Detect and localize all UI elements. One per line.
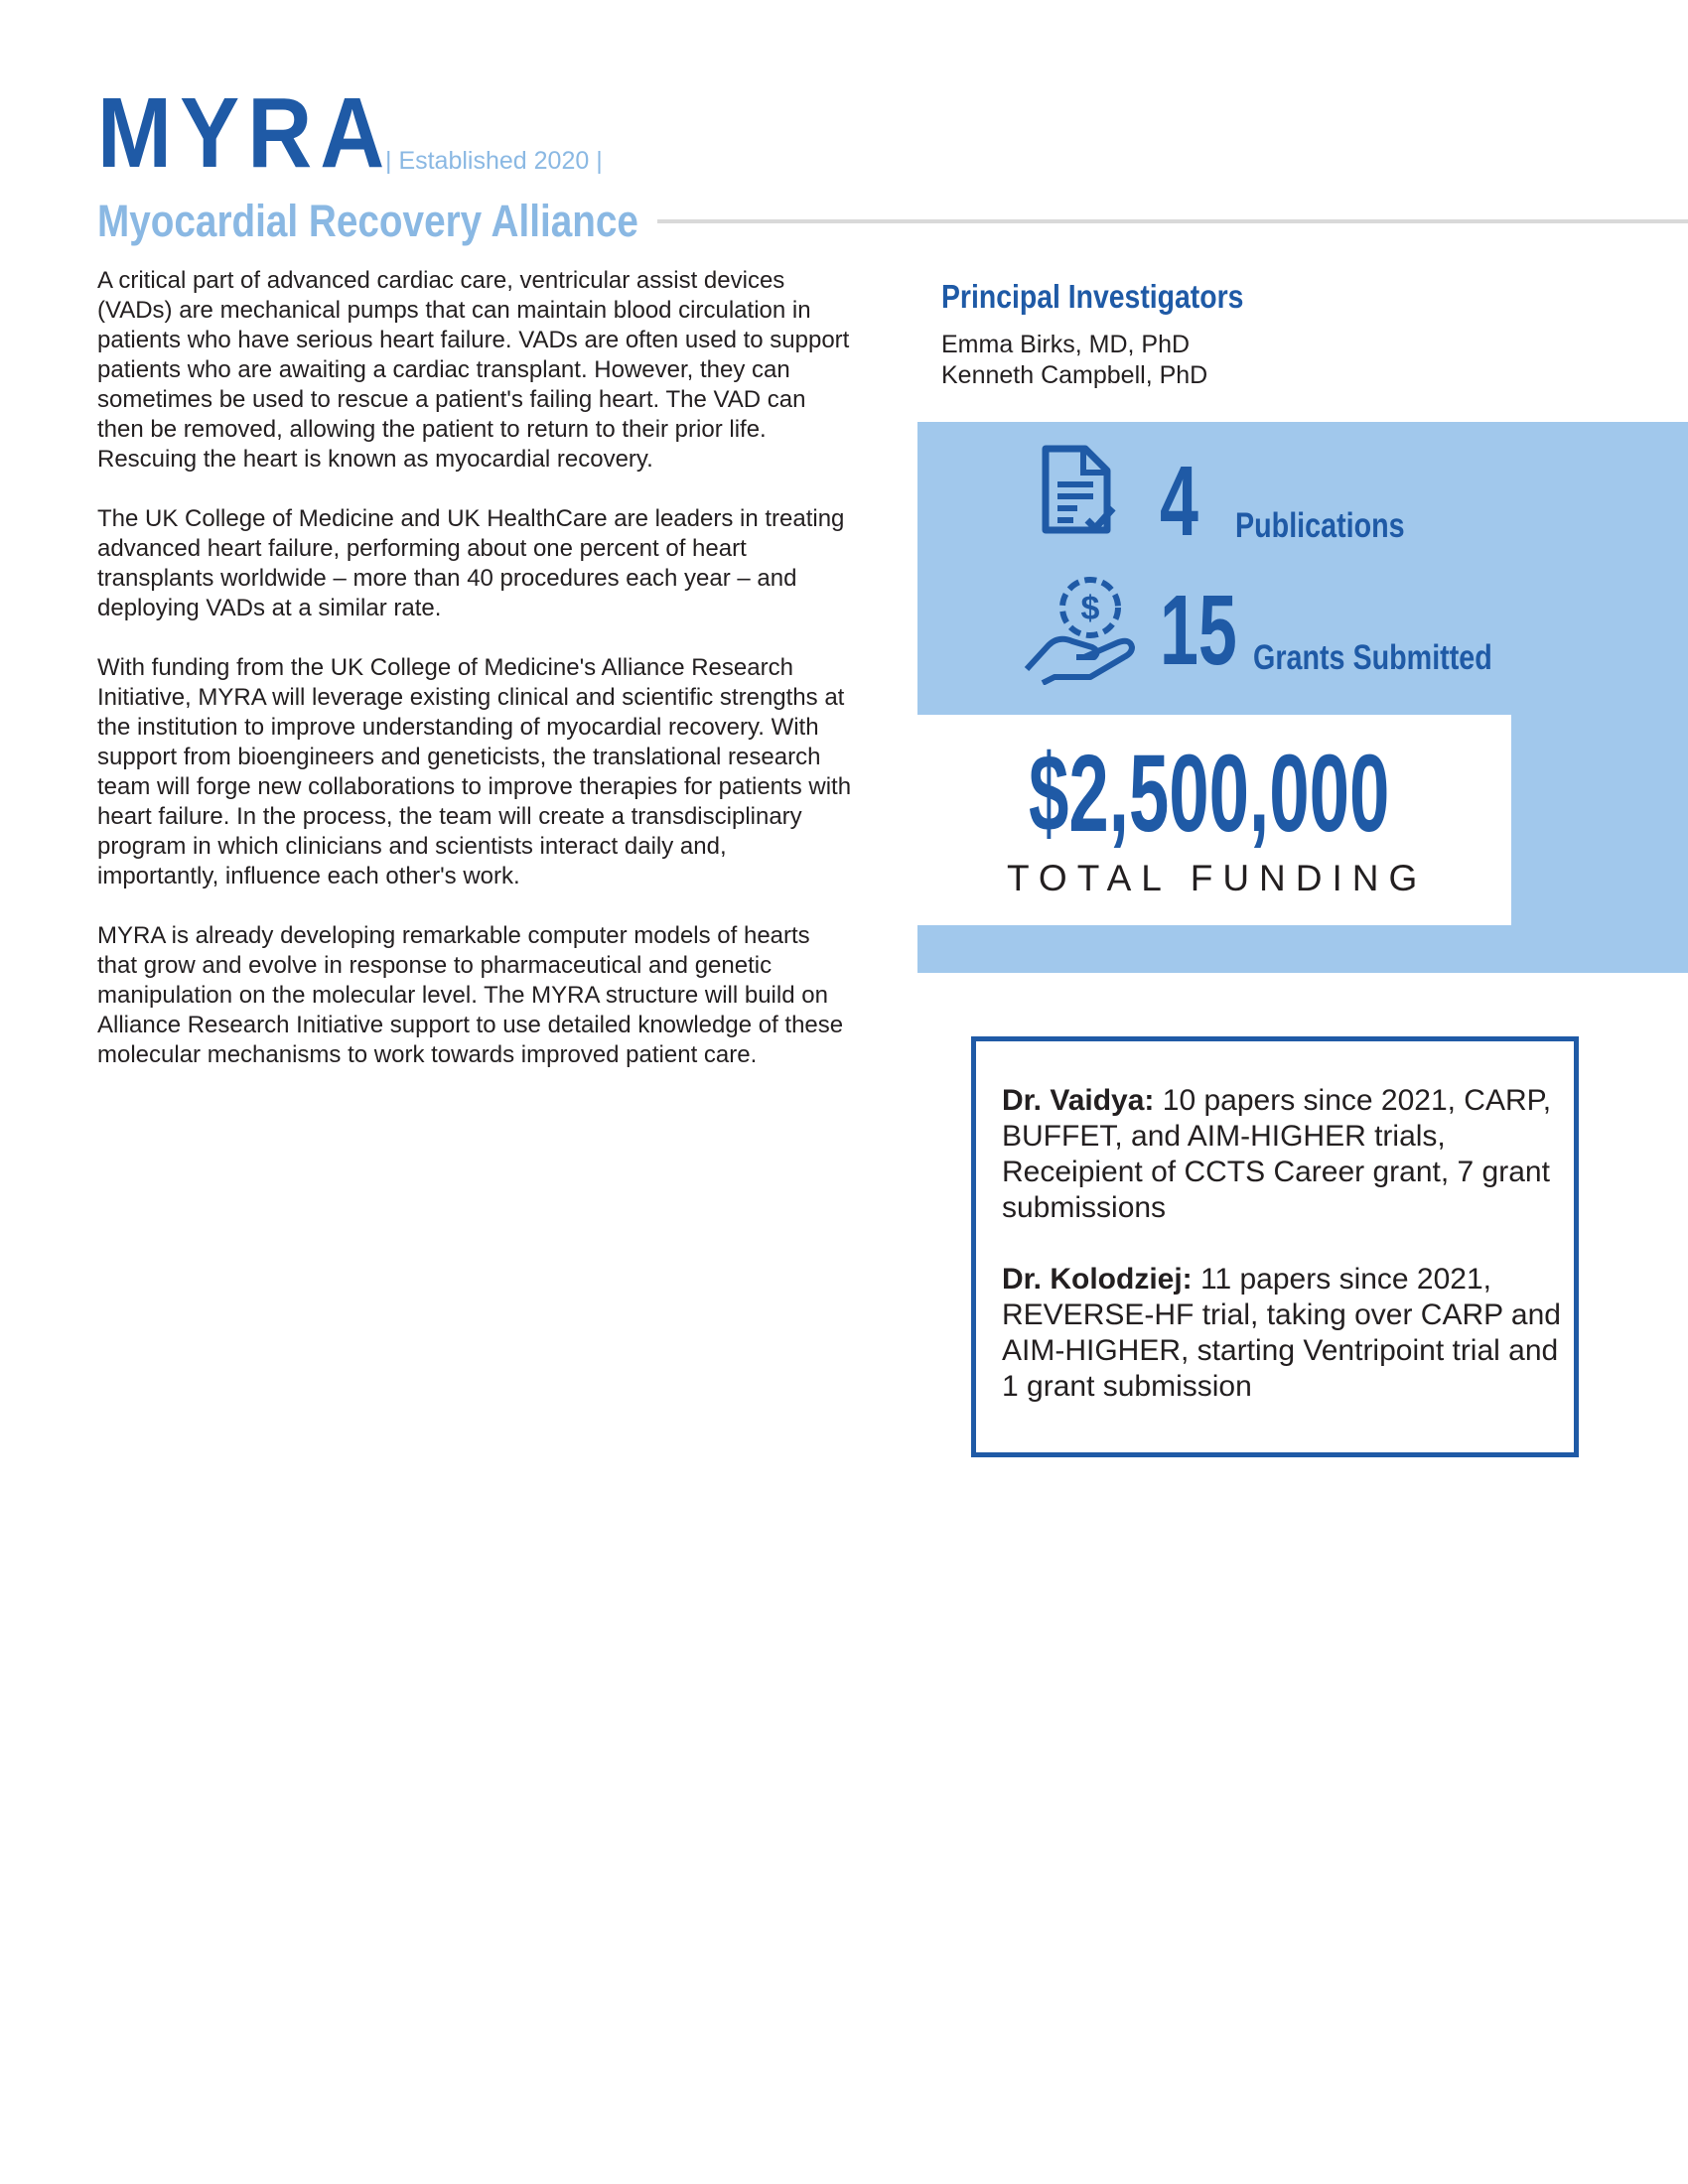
body-paragraph: A critical part of advanced cardiac care, ventricular assist devices (VADs) are mechanical pumps that can maintain blood circulation in patients who have serious heart failure. VADs are often used to support patients who are awaiting a cardiac transplant. However, they can sometimes be used to rescue a patient's failing heart. The VAD can then be removed, allowing the patient to return to their prior life. Rescuing the heart is known as myocardial recovery. <box>97 267 850 473</box>
body-paragraph: With funding from the UK College of Medicine's Alliance Research Initiative, MYRA will leverage existing clinical and scientific strengths at the institution to improve understanding of myocardial recovery. With support from bioengineers and geneticists, the translational research team will forge new collaborations to improve therapies for patients with heart failure. In the process, the team will create a transdisciplinary program in which clinicians and scientists interact daily and, importantly, influence each other's work. <box>97 654 852 889</box>
achievements-box <box>971 1036 1579 1457</box>
hand-coin-icon <box>1021 574 1142 690</box>
publications-count: 4 <box>1160 446 1198 557</box>
grants-label: Grants Submitted <box>1253 638 1492 677</box>
achievement-detail: 11 papers since 2021, REVERSE-HF trial, taking over CARP and AIM-HIGHER, starting Ventripoint trial and 1 grant submission <box>1002 1263 1561 1403</box>
document-check-icon <box>1038 445 1117 549</box>
body-text <box>97 266 852 1100</box>
achievement-name: Dr. Kolodziej: <box>1002 1263 1193 1296</box>
funding-amount: $2,500,000 <box>1029 733 1390 855</box>
funding-label: TOTAL FUNDING <box>1007 858 1428 898</box>
grants-count: 15 <box>1160 575 1237 686</box>
achievement-item <box>1002 1262 1568 1405</box>
achievement-item <box>1002 1083 1568 1226</box>
header-divider <box>657 219 1688 223</box>
investigator-name: Emma Birks, MD, PhD <box>941 331 1191 358</box>
established-label: | Established 2020 | <box>385 147 603 175</box>
achievement-name: Dr. Vaidya: <box>1002 1084 1155 1117</box>
achievements-text <box>1002 1083 1568 1440</box>
investigators-list <box>941 330 1207 391</box>
body-paragraph: The UK College of Medicine and UK HealthCare are leaders in treating advanced heart failure, performing about one percent of heart transplants worldwide – more than 40 procedures each year – and deploying VADs at a similar rate. <box>97 505 845 621</box>
investigator-name: Kenneth Campbell, PhD <box>941 361 1208 389</box>
page-title: MYRA <box>97 77 393 189</box>
svg-text:$: $ <box>1080 590 1100 627</box>
investigators-heading: Principal Investigators <box>941 278 1244 315</box>
achievement-detail: 10 papers since 2021, CARP, BUFFET, and AIM-HIGHER trials, Receipient of CCTS Career grant, 7 grant submissions <box>1002 1084 1552 1224</box>
publications-label: Publications <box>1235 506 1405 545</box>
body-paragraph: MYRA is already developing remarkable computer models of hearts that grow and evolve in response to pharmaceutical and genetic manipulation on the molecular level. The MYRA structure will build on Alliance Research Initiative support to use detailed knowledge of these molecular mechanisms to work towards improved patient care. <box>97 922 844 1068</box>
page-subtitle: Myocardial Recovery Alliance <box>97 196 638 246</box>
